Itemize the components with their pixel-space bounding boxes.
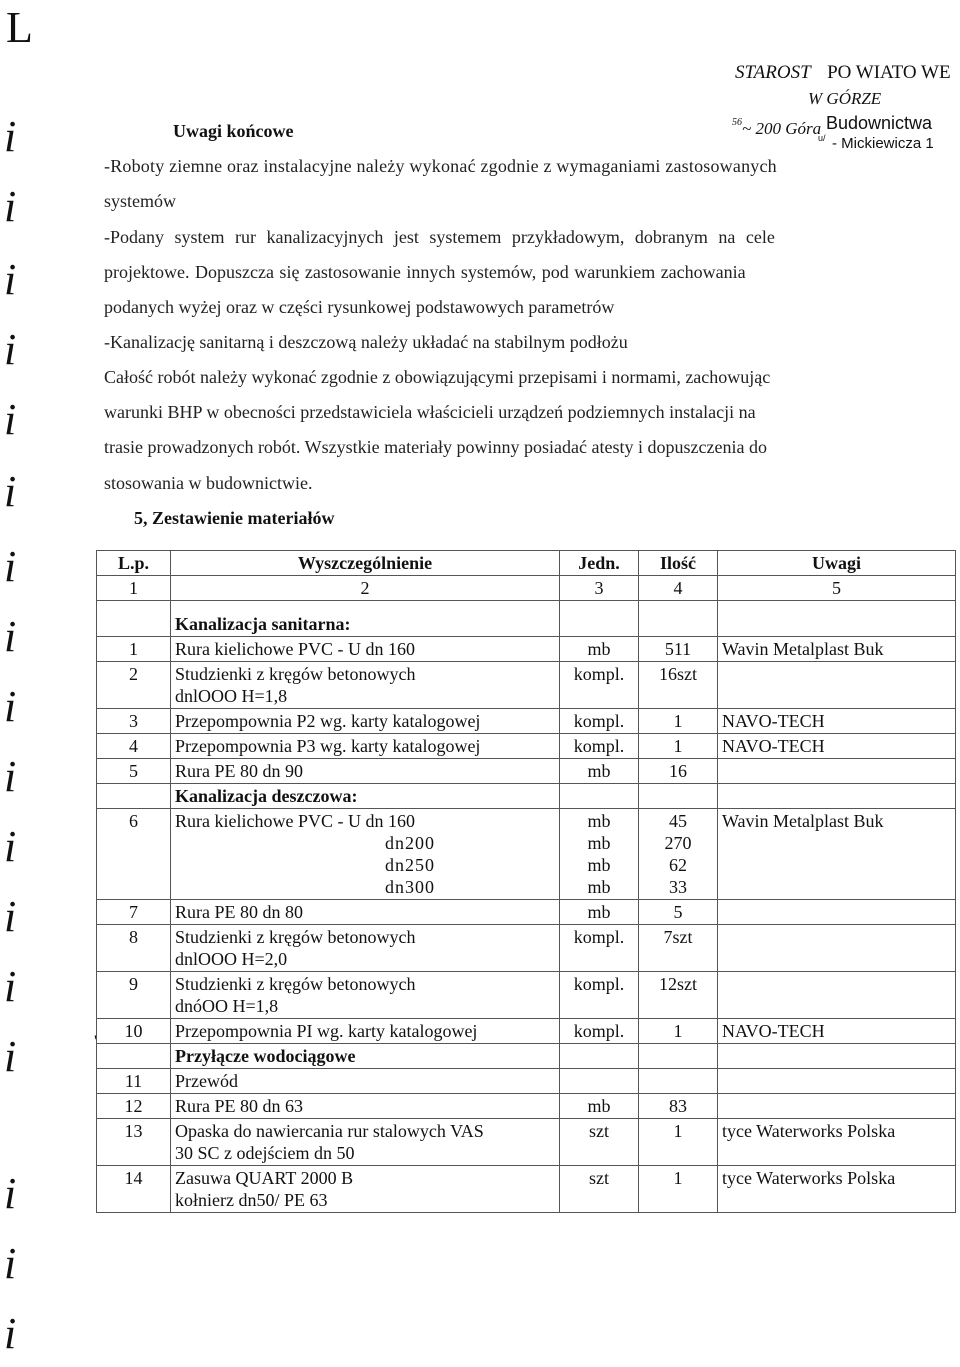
row-unit: kompl. — [560, 972, 639, 1019]
margin-glyph: i — [4, 112, 17, 161]
row-quantity — [639, 809, 718, 900]
row-unit: mb — [560, 1094, 639, 1119]
row-lp: 2 — [97, 662, 171, 709]
margin-glyph: i — [4, 182, 17, 231]
paragraph-line: podanych wyżej oraz w części rysunkowej podstawowych parametrów — [104, 297, 615, 317]
row-unit — [560, 1069, 639, 1094]
margin-glyph: i — [4, 1309, 17, 1358]
table-row — [97, 637, 956, 662]
row-quantity: 1 — [639, 1019, 718, 1044]
section-row-sanitary — [97, 601, 956, 637]
row-description: Przepompownia PI wg. karty katalogowej — [171, 1019, 560, 1044]
paragraph-line: -Podany system rur kanalizacyjnych jest systemem przykładowym, dobranym na cele — [104, 227, 775, 247]
table-row — [97, 662, 956, 709]
stamp-department: Budownictwa — [826, 113, 933, 133]
row-note — [718, 662, 956, 709]
remarks-heading: Uwagi końcowe — [173, 121, 294, 141]
margin-glyph: i — [4, 892, 17, 941]
row-description-line: Studzienki z kręgów betonowych — [175, 664, 416, 684]
stamp-city: ~ 200 Góra — [742, 119, 822, 138]
row-description: Rura PE 80 dn 90 — [171, 759, 560, 784]
margin-glyph: i — [4, 255, 17, 304]
margin-glyph: i — [4, 1239, 17, 1288]
row-quantity: 12szt — [639, 972, 718, 1019]
row-lp: 14 — [97, 1166, 171, 1213]
row-description-line: Zasuwa QUART 2000 B — [175, 1168, 354, 1188]
row-description-line: Studzienki z kręgów betonowych — [175, 974, 416, 994]
row-description-line: dn250 — [385, 855, 435, 875]
row-lp: 1 — [97, 637, 171, 662]
row-description: Przepompownia P2 wg. karty katalogowej — [171, 709, 560, 734]
row-quantity — [639, 1069, 718, 1094]
row-lp: 4 — [97, 734, 171, 759]
table-row — [97, 972, 956, 1019]
row-note — [718, 1069, 956, 1094]
margin-glyph: i — [4, 1032, 17, 1081]
header-quantity: Ilość — [639, 551, 718, 576]
margin-glyph: i — [4, 395, 17, 444]
row-lp: 7 — [97, 900, 171, 925]
column-number: 5 — [718, 576, 956, 601]
section-title: Kanalizacja deszczowa: — [171, 784, 560, 809]
row-description-line: Opaska do nawiercania rur stalowych VAS — [175, 1121, 484, 1141]
row-quantity-value: 33 — [669, 877, 687, 897]
stamp-line1: STAROST PO WIATO WE — [735, 62, 951, 83]
section-row-storm — [97, 784, 956, 809]
row-unit-value: mb — [587, 833, 611, 853]
row-quantity-value: 45 — [669, 811, 687, 831]
table-row — [97, 1094, 956, 1119]
margin-glyph: i — [4, 822, 17, 871]
row-unit: mb — [560, 759, 639, 784]
row-note: Wavin Metalplast Buk — [718, 809, 956, 900]
paragraph-line: systemów — [104, 191, 176, 211]
row-lp: 10 — [97, 1019, 171, 1044]
row-quantity: 16szt — [639, 662, 718, 709]
empty-cell — [97, 1044, 171, 1069]
margin-glyph: i — [4, 1169, 17, 1218]
stamp-line2: W GÓRZE — [808, 89, 882, 108]
row-description — [171, 972, 560, 1019]
column-number-row — [97, 576, 956, 601]
section-row-water — [97, 1044, 956, 1069]
row-quantity-value: 62 — [669, 855, 687, 875]
empty-cell — [718, 784, 956, 809]
row-lp: 13 — [97, 1119, 171, 1166]
row-quantity-value: 270 — [664, 833, 692, 853]
table-row — [97, 1119, 956, 1166]
corner-letter: L — [6, 3, 33, 52]
empty-cell — [639, 784, 718, 809]
stamp-prefix: 56 — [732, 117, 742, 128]
margin-glyph: i — [4, 962, 17, 1011]
row-description: Przewód — [171, 1069, 560, 1094]
row-description-line: dn200 — [385, 833, 435, 853]
paragraph-line: Całość robót należy wykonać zgodnie z obowiązującymi przepisami i normami, zachowując — [104, 367, 771, 387]
row-unit: kompl. — [560, 709, 639, 734]
row-description-line: dn300 — [385, 877, 435, 897]
row-description — [171, 1166, 560, 1213]
row-unit: mb — [560, 637, 639, 662]
row-unit: mb — [560, 900, 639, 925]
row-note — [718, 972, 956, 1019]
row-note: tyce Waterworks Polska — [718, 1166, 956, 1213]
margin-glyph: i — [4, 542, 17, 591]
table-row — [97, 734, 956, 759]
paragraph-line: stosowania w budownictwie. — [104, 473, 313, 493]
row-description-line: kołnierz dn50/ PE 63 — [175, 1190, 328, 1210]
section-title: Kanalizacja sanitarna: — [171, 601, 560, 637]
header-unit: Jedn. — [560, 551, 639, 576]
row-lp: 11 — [97, 1069, 171, 1094]
row-quantity: 511 — [639, 637, 718, 662]
row-description — [171, 662, 560, 709]
row-lp: 9 — [97, 972, 171, 1019]
row-note — [718, 1094, 956, 1119]
empty-cell — [718, 601, 956, 637]
row-unit-value: mb — [587, 877, 611, 897]
empty-cell — [718, 1044, 956, 1069]
column-number: 2 — [171, 576, 560, 601]
stamp-address: - Mickiewicza 1 — [832, 135, 934, 152]
row-quantity: 7szt — [639, 925, 718, 972]
header-description: Wyszczególnienie — [171, 551, 560, 576]
margin-glyph: i — [4, 752, 17, 801]
row-note: NAVO-TECH — [718, 1019, 956, 1044]
row-lp: 6 — [97, 809, 171, 900]
margin-glyph: i — [4, 612, 17, 661]
row-quantity: 1 — [639, 1119, 718, 1166]
table-row — [97, 809, 956, 900]
column-number: 4 — [639, 576, 718, 601]
table-row — [97, 925, 956, 972]
row-lp: 12 — [97, 1094, 171, 1119]
margin-glyph: i — [4, 325, 17, 374]
row-unit: szt — [560, 1166, 639, 1213]
empty-cell — [639, 1044, 718, 1069]
row-note: NAVO-TECH — [718, 734, 956, 759]
column-number: 3 — [560, 576, 639, 601]
row-lp: 8 — [97, 925, 171, 972]
row-lp: 3 — [97, 709, 171, 734]
empty-cell — [560, 601, 639, 637]
row-unit-value: mb — [587, 811, 611, 831]
paragraph-line: -Roboty ziemne oraz instalacyjne należy wykonać zgodnie z wymaganiami zastosowanych — [104, 156, 777, 176]
table-row — [97, 1019, 956, 1044]
table-row — [97, 1166, 956, 1213]
row-description: Rura PE 80 dn 63 — [171, 1094, 560, 1119]
table-row — [97, 759, 956, 784]
row-description-line: dnlOOO H=1,8 — [175, 686, 288, 706]
empty-cell — [639, 601, 718, 637]
row-quantity: 1 — [639, 1166, 718, 1213]
row-description — [171, 1119, 560, 1166]
paragraph-line: trasie prowadzonych robót. Wszystkie materiały powinny posiadać atesty i dopuszczenia do — [104, 437, 767, 457]
row-quantity: 16 — [639, 759, 718, 784]
row-description-line: 30 SC z odejściem dn 50 — [175, 1143, 355, 1163]
row-unit: kompl. — [560, 734, 639, 759]
empty-cell — [560, 784, 639, 809]
row-quantity: 83 — [639, 1094, 718, 1119]
row-quantity: 5 — [639, 900, 718, 925]
row-description: Rura PE 80 dn 80 — [171, 900, 560, 925]
row-description-line: Studzienki z kręgów betonowych — [175, 927, 416, 947]
table-row — [97, 1069, 956, 1094]
paragraph-line: -Kanalizację sanitarną i deszczową należy układać na stabilnym podłożu — [104, 332, 628, 352]
row-description: Przepompownia P3 wg. karty katalogowej — [171, 734, 560, 759]
row-description-line: dnóOO H=1,8 — [175, 996, 279, 1016]
row-quantity: 1 — [639, 734, 718, 759]
row-unit: kompl. — [560, 662, 639, 709]
margin-glyph: i — [4, 682, 17, 731]
section-title: Przyłącze wodociągowe — [171, 1044, 560, 1069]
row-unit — [560, 809, 639, 900]
row-description: Rura kielichowe PVC - U dn 160 — [171, 637, 560, 662]
row-unit-value: mb — [587, 855, 611, 875]
empty-cell — [97, 784, 171, 809]
row-note: Wavin Metalplast Buk — [718, 637, 956, 662]
row-tick-mark: ' — [94, 1033, 97, 1050]
materials-heading: 5, Zestawienie materiałów — [134, 508, 335, 528]
table-header-row — [97, 551, 956, 576]
row-note — [718, 925, 956, 972]
table-row — [97, 900, 956, 925]
row-unit: kompl. — [560, 925, 639, 972]
row-description — [171, 809, 560, 900]
column-number: 1 — [97, 576, 171, 601]
row-note — [718, 900, 956, 925]
row-description-line: Rura kielichowe PVC - U dn 160 — [175, 811, 415, 831]
table-row — [97, 709, 956, 734]
row-note: tyce Waterworks Polska — [718, 1119, 956, 1166]
materials-table — [96, 550, 956, 1213]
empty-cell — [560, 1044, 639, 1069]
row-unit: szt — [560, 1119, 639, 1166]
row-unit: kompl. — [560, 1019, 639, 1044]
header-lp: L.p. — [97, 551, 171, 576]
row-description-line: dnlOOO H=2,0 — [175, 949, 288, 969]
header-notes: Uwagi — [718, 551, 956, 576]
empty-cell — [97, 601, 171, 637]
margin-glyph: i — [4, 467, 17, 516]
paragraph-line: warunki BHP w obecności przedstawiciela właścicieli urządzeń podziemnych instalacji na — [104, 402, 756, 422]
row-description — [171, 925, 560, 972]
stamp-line4-prefix: u/ — [818, 133, 826, 143]
row-lp: 5 — [97, 759, 171, 784]
paragraph-line: projektowe. Dopuszcza się zastosowanie innych systemów, pod warunkiem zachowania — [104, 262, 746, 282]
row-note — [718, 759, 956, 784]
row-quantity: 1 — [639, 709, 718, 734]
row-note: NAVO-TECH — [718, 709, 956, 734]
